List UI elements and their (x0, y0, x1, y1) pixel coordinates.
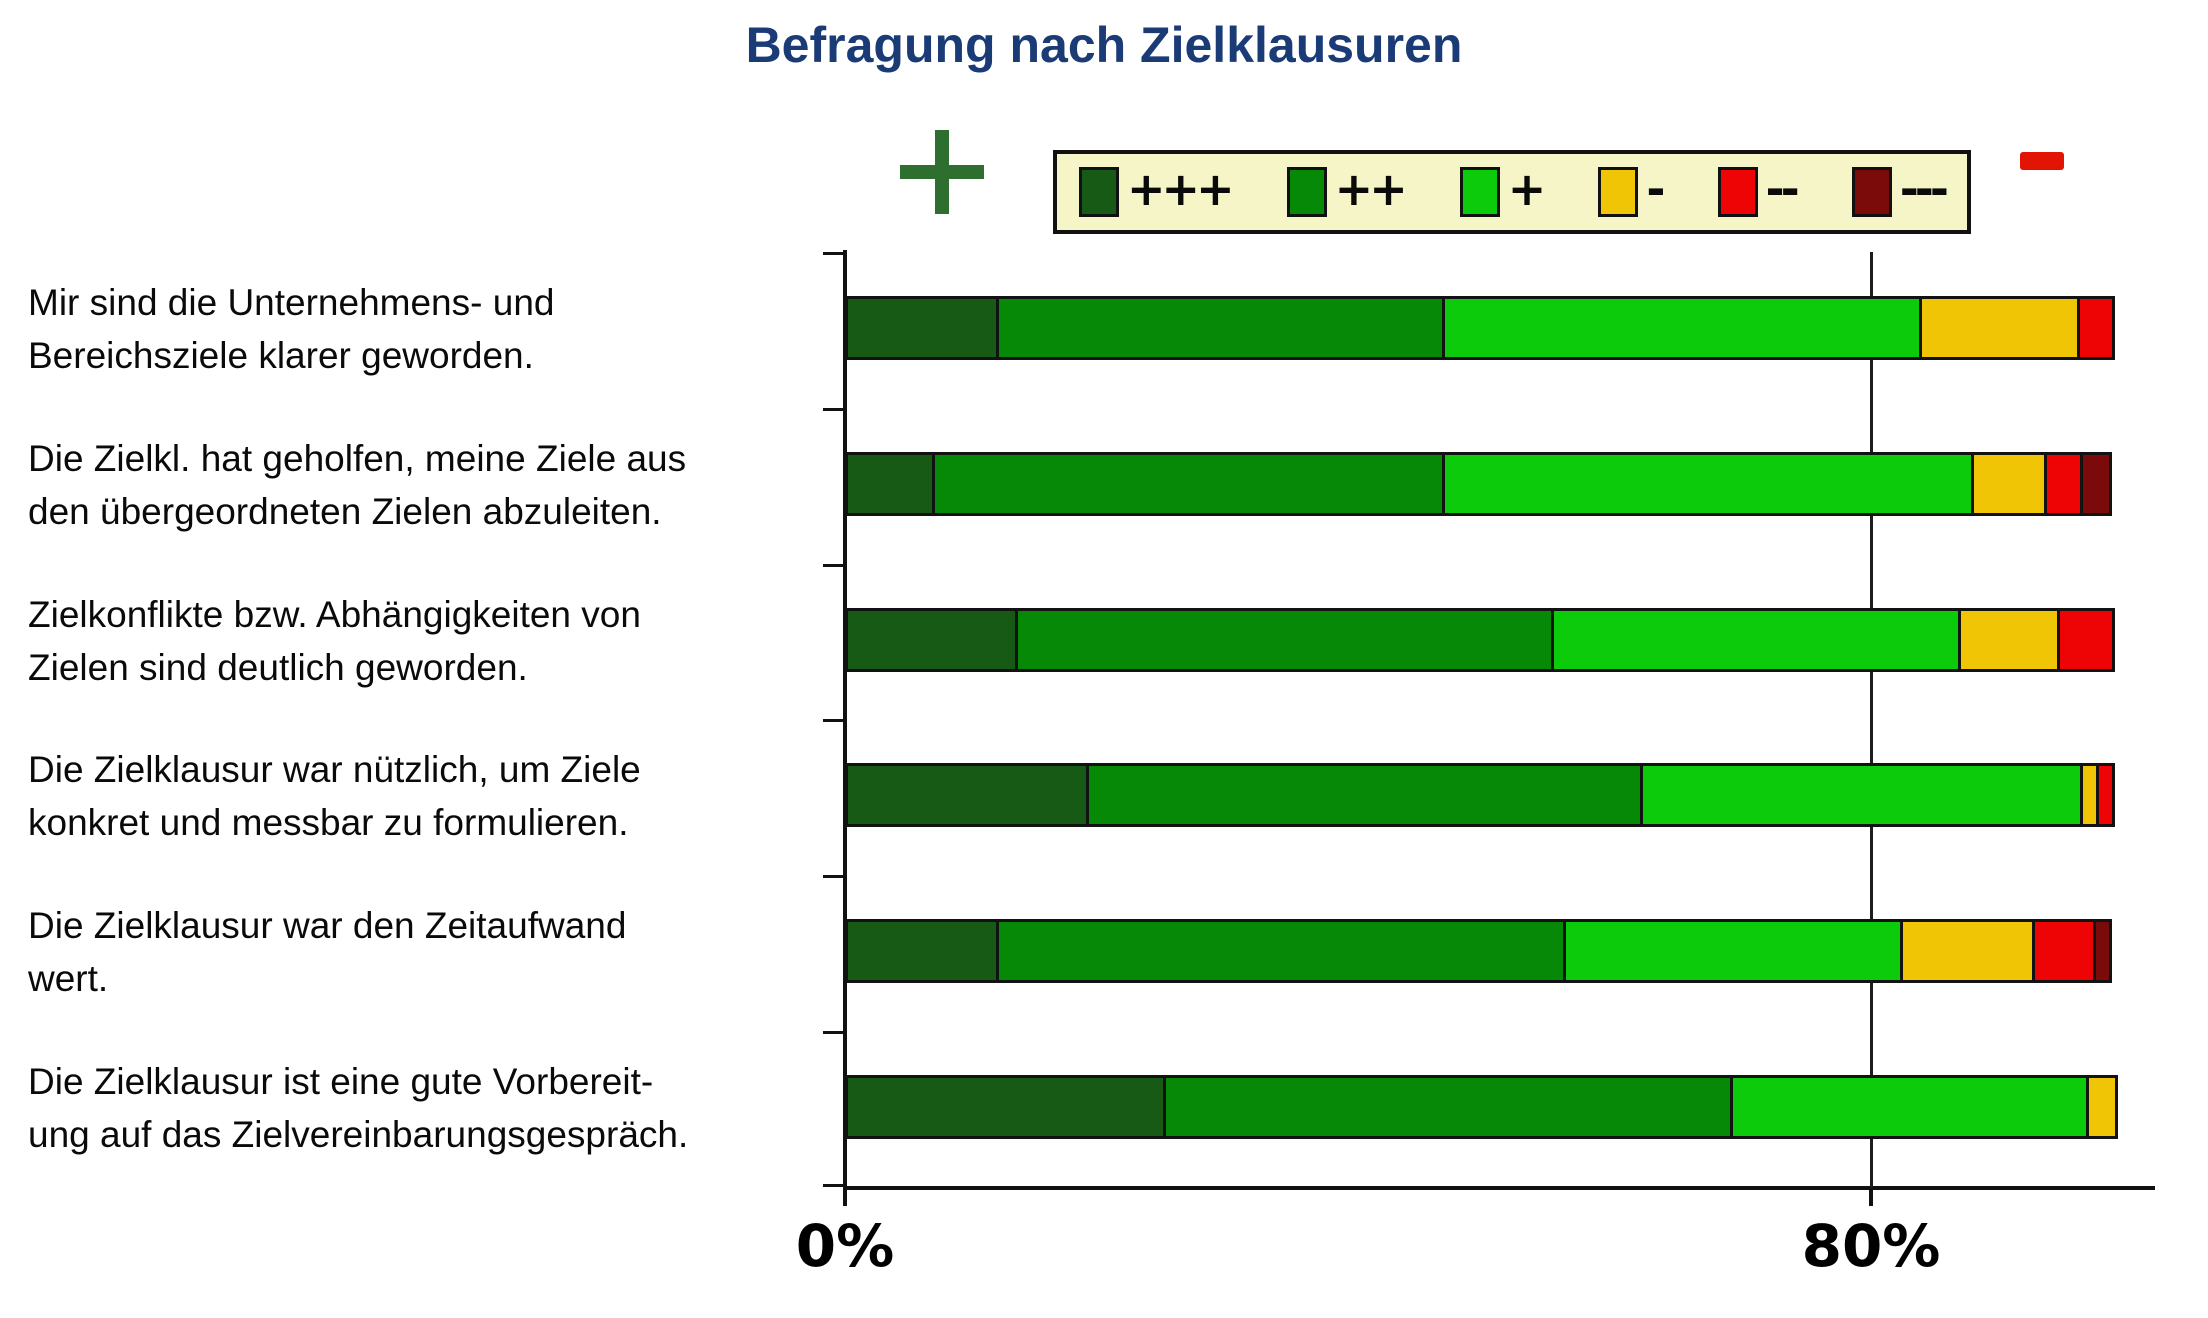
bar-segment-+ (1563, 919, 1903, 983)
bar-segment--- (2096, 763, 2115, 827)
legend-label: ++ (1334, 162, 1404, 216)
legend-label: + (1507, 162, 1543, 216)
positive-plus-icon (900, 130, 984, 214)
category-label-line: konkret und messbar zu formulieren. (28, 802, 629, 843)
x-tick-label-80: 80% (1801, 1212, 1941, 1280)
bar-segment--- (2057, 608, 2115, 672)
category-label-line: Die Zielklausur ist eine gute Vorbereit- (28, 1061, 654, 1103)
bar-segment-- (1971, 452, 2048, 516)
bar-segment-- (2086, 1075, 2118, 1139)
legend-item (1852, 162, 1945, 217)
bar-segment-+ (1640, 763, 2082, 827)
negative-minus-icon (2020, 152, 2064, 170)
bar-segment-+++ (845, 1075, 1166, 1139)
legend-swatch-icon (1287, 167, 1327, 217)
category-label (28, 875, 828, 1031)
bar-segment--- (2044, 452, 2082, 516)
bar-segment-++ (1015, 608, 1553, 672)
stacked-bar (845, 608, 2127, 672)
bar-segment-+ (1551, 608, 1961, 672)
legend (1053, 150, 1971, 234)
gridline-80-percent (1870, 252, 1873, 1188)
stacked-bar (845, 296, 2127, 360)
category-label-line: Zielen sind deutlich geworden. (28, 647, 528, 688)
bar-segment-++ (1163, 1075, 1733, 1139)
bar-segment-+ (1442, 296, 1923, 360)
legend-label: +++ (1127, 162, 1231, 216)
category-label-line: wert. (28, 958, 109, 999)
plot-area (845, 252, 2127, 1188)
x-axis-tick (1869, 1190, 1873, 1206)
legend-item (1460, 162, 1543, 217)
legend-swatch-icon (1718, 167, 1758, 217)
category-labels (28, 252, 828, 1192)
bar-segment-- (1900, 919, 2035, 983)
bar-segment-+++ (845, 919, 999, 983)
category-label (28, 1031, 828, 1187)
category-label-line: Bereichsziele klarer geworden. (28, 335, 534, 376)
y-axis-tick (823, 719, 843, 722)
legend-item (1598, 162, 1662, 217)
y-axis-tick (823, 252, 843, 255)
bar-segment-+++ (845, 763, 1089, 827)
category-label (28, 408, 828, 564)
bar-segment-+ (1730, 1075, 2089, 1139)
stacked-bar (845, 452, 2127, 516)
bar-segment-+++ (845, 296, 999, 360)
category-label-line: Die Zielklausur war den Zeitaufwand (28, 905, 627, 947)
legend-swatch-icon (1852, 167, 1892, 217)
chart-title: Befragung nach Zielklausuren (745, 17, 1463, 73)
bar-segment--- (2077, 296, 2115, 360)
legend-label: --- (1899, 162, 1945, 216)
legend-item (1079, 162, 1231, 217)
category-label-line: Die Zielklausur war nützlich, um Ziele (28, 749, 641, 791)
bar-segment---- (2093, 919, 2112, 983)
y-axis-tick (823, 1031, 843, 1034)
bar-segment-+++ (845, 452, 935, 516)
bar-segment-++ (932, 452, 1445, 516)
bar-segment-+ (1442, 452, 1974, 516)
y-axis-tick (823, 564, 843, 567)
y-axis-tick (823, 408, 843, 411)
category-label (28, 719, 828, 875)
legend-label: -- (1765, 162, 1796, 216)
bar-segment-- (1919, 296, 2079, 360)
legend-item (1287, 162, 1404, 217)
x-axis-labels (0, 1212, 2208, 1292)
category-label (28, 252, 828, 408)
legend-swatch-icon (1460, 167, 1500, 217)
bar-segment-++ (996, 296, 1445, 360)
plus-horizontal-bar (900, 165, 984, 179)
legend-swatch-icon (1598, 167, 1638, 217)
x-tick-label-0: 0% (795, 1212, 895, 1280)
bar-segment-++ (1086, 763, 1644, 827)
category-label-line: ung auf das Zielvereinbarungsgespräch. (28, 1114, 689, 1155)
stacked-bar (845, 1075, 2127, 1139)
stacked-bar (845, 919, 2127, 983)
y-axis-tick (823, 1184, 843, 1187)
category-label-line: den übergeordneten Zielen abzuleiten. (28, 491, 662, 532)
stacked-bar (845, 763, 2127, 827)
bar-segment--- (2032, 919, 2096, 983)
bar-segment---- (2080, 452, 2112, 516)
bar-segment-- (1958, 608, 2061, 672)
bar-segment-++ (996, 919, 1566, 983)
legend-label: - (1646, 162, 1662, 216)
y-axis-tick (823, 875, 843, 878)
category-label-line: Zielkonflikte bzw. Abhängigkeiten von (28, 594, 641, 636)
category-label-line: Die Zielkl. hat geholfen, meine Ziele aus (28, 438, 687, 480)
category-label-line: Mir sind die Unternehmens- und (28, 282, 555, 324)
legend-item (1718, 162, 1796, 217)
legend-swatch-icon (1079, 167, 1119, 217)
x-axis-tick (843, 1190, 847, 1206)
bar-segment-+++ (845, 608, 1018, 672)
category-label (28, 564, 828, 720)
